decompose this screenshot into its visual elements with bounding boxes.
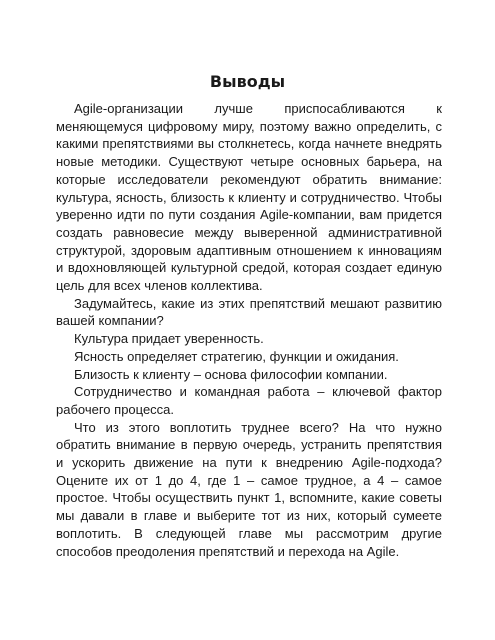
paragraph-clarity: Ясность определяет стратегию, функции и ожидания. [74, 348, 399, 364]
paragraph-intro: Agile-организации лучше приспосабливаются к меняющемуся цифровому миру, поэтому важно определить, с какими препятствиями вы столкнетесь, когда начнете внедрять новые методики. Существуют четыре основных барьера, на которые исследователи рекомендуют обратить внимание: культура, ясность, близость к клиенту и сотрудничество. Чтобы уверенно идти по пути создания Agile-компании, вам придется создать равновесие между выверенной административной структурой, здоровым адаптивным отношением к инновациям и вдохновляющей культурной средой, которая создает единую цель для всех членов коллектива. [56, 101, 442, 294]
paragraph-question: Задумайтесь, какие из этих препятствий мешают развитию вашей компании? [56, 295, 442, 329]
paragraph-culture: Культура придает уверенность. [74, 331, 264, 347]
section-heading: Выводы [209, 72, 286, 91]
paragraph-collaboration: Сотрудничество и командная работа – ключевой фактор рабочего процесса. [56, 384, 442, 417]
paragraph-conclusion: Что из этого воплотить труднее всего? На что нужно обратить внимание в первую очередь, устранить препятствия и ускорить движение на пути к внедрению Agile-подхода? Оцените их от 1 до 4, где 1 – самое трудное, а 4 – самое простое. Чтобы осуществить пункт 1, вспомните, какие советы мы давали в главе и выберите тот из них, который сумеете воплотить. В следующей главе мы рассмотрим другие способов преодоления препятствий и перехода на Agile. [56, 419, 442, 559]
paragraph-customer-closeness: Близость к клиенту – основа философии компании. [74, 366, 388, 382]
body-text [56, 100, 442, 560]
